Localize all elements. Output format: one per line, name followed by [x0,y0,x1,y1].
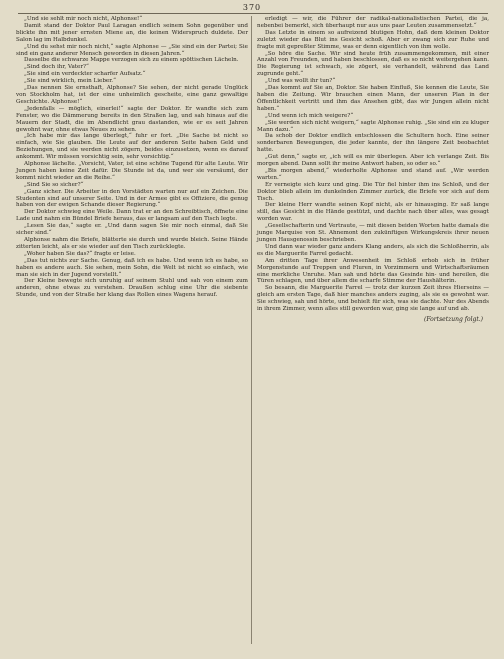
paragraph: „Sie sind ein verdeckter scharfer Aufsatz.“ [24,71,146,78]
paragraph: „Das kommt auf Sie an, Doktor. Sie haben Einfluß, Sie kennen die Leute, Sie haben die Zeitung. Wir brauchen einen Mann, der unseren Plan in der Öffentlichkeit vertritt und ihm das Ansehen gibt, das wir Jungen allein nicht haben.“ [257,85,489,112]
paragraph: Da schob der Doktor endlich entschlossen die Schultern hoch. Eine seiner sonderbaren Bewegungen, die jeder kannte, der ihn längere Zeit beobachtet hatte. [257,133,489,154]
paragraph: „Und du sehst mir noch nicht,“ sagte Alphonse — „Sie sind ein der Partei; Sie sind ein ganz anderer Mensch geworden in diesen Jahren.“ [16,43,248,57]
paragraph: Dasselbe die schwarze Mappe verzogen sich zu einem spöttischen Lächeln. [24,57,239,64]
paragraph: Und dann war wieder ganz anders Klang anders, als sich die Schloßherrin, als es die Marguerite Farrel gedacht. [257,243,489,257]
paragraph: „Sie sind wirklich, mein Lieber.“ [24,78,116,85]
paragraph: Das Letzte in einem so aufreizend blutigen Hohn, daß dem kleinen Doktor zuletzt wieder das Blut ins Gesicht schoß. Aber er zwang sich zur Ruhe und fragte mit gepreßter Stimme, was er denn eigentlich von ihm wolle. [257,29,489,50]
paragraph: „Lesen Sie das,“ sagte er. „Und dann sagen Sie mir noch einmal, daß Sie sicher sind.“ [16,223,248,237]
paragraph: „Sind doch ihr, Vater?“ [24,64,89,71]
paragraph: Der Doktor schwieg eine Weile. Dann trat er an den Schreibtisch, öffnete eine Lade und nahm ein Bündel Briefe heraus, das er langsam auf den Tisch legte. [16,209,248,223]
paragraph: Der kleine Herr wandte seinen Kopf nicht, als er hinausging. Er saß lange still, das Gesicht in die Hände gestützt, und dachte nach über alles, was gesagt worden war. [257,202,489,223]
paragraph: „Das tut nichts zur Sache. Genug, daß ich es habe. Und wenn ich es habe, so haben es andere auch. Sie sehen, mein Sohn, die Welt ist nicht so einfach, wie man sie sich in der Jugend vorstellt.“ [16,257,248,278]
paragraph: Alphonse nahm die Briefe, blätterte sie durch und wurde bleich. Seine Hände zitterten leicht, als er sie wieder auf den Tisch zurücklegte. [16,237,248,250]
paragraph: „Jedenfalls — möglich, einerlei!“ sagte der Doktor. Er wandte sich zum Fenster, wo die Dämmerung bereits in den Straßen lag, und sah hinaus auf die Mauern der Stadt, die im Abendlicht grau dastanden, wie er es seit Jahren gewohnt war, ohne etwas Neues zu sehen. [16,105,248,133]
paragraph: „Gut denn,“ sagte er, „ich will es mir überlegen. Aber ich verlange Zeit. Bis morgen abend. Dann sollt ihr meine Antwort haben, so oder so.“ [257,154,489,168]
paragraph: „Das nennen Sie ernsthaft, Alphonse? Sie sehen, der nicht gerade Unglück von Stockholm hat, ist der eine unheimlich gescheite, eine ganz gewaltige Geschichte. Alphonse!“ [16,85,248,105]
paragraph: „Woher haben Sie das?“ fragte er leise. [24,250,136,257]
paragraph: „Ich habe mir das lange überlegt,“ fuhr er fort. „Die Sache ist nicht so einfach, wie Sie glauben. Die Leute auf der anderen Seite haben Geld und Beziehungen, und sie werden nicht zögern, beides einzusetzen, wenn es darauf ankommt. Wir müssen vorsichtig sein, sehr vorsichtig.“ [16,133,248,161]
paragraph: „Ganz sicher. Die Arbeiter in den Vorstädten warten nur auf ein Zeichen. Die Studenten sind auf unserer Seite. Und in der Armee gibt es Offiziere, die genug haben von der ewigen Schande dieser Regierung.“ [16,188,248,209]
paragraph: „Und wenn ich mich weigere?“ [265,112,354,119]
paragraph: „Sie werden sich nicht weigern,“ sagte Alphonse ruhig. „Sie sind ein zu kluger Mann dazu.“ [257,119,489,133]
paragraph: So besann, die Marguerite Farrel — trotz der kurzen Zeit ihres Hierseins — gleich am ersten Tage, daß hier manches anders zuging, als sie es gewohnt war. Sie schwieg, sah und hörte, und behielt für sich, was sie dachte. Nur des Abends in ihrem Zimmer, wenn alles still geworden war, ging sie lange auf und ab. [257,285,489,313]
right-column [257,16,489,324]
paragraph: erledigt — wir, die Führer der radikal-nationalistischen Partei, die ja, nebenbei bemerkt, sich überhaupt nur aus uns paar Leuten zusammensetzt.“ [257,16,489,29]
paragraph: „Gesellschafterin und Vertraute, — mit diesen beiden Worten hatte damals die junge Marquise von St. Ahnemont den zukünftigen Wirkungskreis ihrer neuen jungen Hausgenossin beschrieben. [257,223,489,243]
paragraph: „Sind Sie so sicher?“ [24,181,84,188]
paragraph: Er verneigte sich kurz und ging. Die Tür fiel hinter ihm ins Schloß, und der Doktor blieb allein im dunkelnden Zimmer zurück, die Briefe vor sich auf dem Tisch. [257,181,489,202]
page-number: 370 [242,3,262,12]
header-rule [18,13,488,14]
continued-note: (Fortsetzung folgt.) [424,315,483,323]
paragraph: „Bis morgen abend,“ wiederholte Alphonse und stand auf. „Wir werden warten.“ [257,167,489,181]
paragraph: „So höre die Sache. Wir sind heute früh zusammengekommen, mit einer Anzahl von Freunden, und haben beschlossen, daß es so nicht weitergehen kann. Die Regierung ist schwach, sie zögert, sie verhandelt, während das Land zugrunde geht.“ [257,50,489,78]
paragraph: „Und sie sehlt mir noch nicht, Alphonse!“ [24,16,143,22]
paragraph: Der Kleine bewegte sich unruhig auf seinem Stuhl und sah von einem zum anderen, ohne etwas zu verstehen. Draußen schlug eine Uhr die siebente Stunde, und von der Straße her klang das Rollen eines Wagens herauf. [16,278,248,299]
paragraph: „Und was wollt ihr tun?“ [265,78,336,85]
paragraph: Damit stand der Doktor Paul Laragan endlich seinem Sohn gegenüber und blickte ihn mit jener ernsten Miene an, die keinen Widerspruch duldete. Der Salon lag im Halbdunkel. [16,22,248,43]
paragraph: Alphonse lächelte. „Vorsicht, Vater, ist eine schöne Tugend für alte Leute. Wir Jungen haben keine Zeit dafür. Die Stunde ist da, und wer sie versäumt, der kommt nicht wieder an die Reihe.“ [16,161,248,181]
left-column [16,16,248,299]
column-divider [251,16,252,644]
paragraph: Am dritten Tage ihrer Anwesenheit im Schloß erhob sich in früher Morgenstunde auf Treppen und Fluren, in Vorzimmern und Wirtschaftsräumen eine merkliche Unruhe. Man sah und hörte das Gesinde hin- und hereilen, die Türen schlagen, und über allem die scharfe Stimme der Haushälterin. [257,257,489,285]
